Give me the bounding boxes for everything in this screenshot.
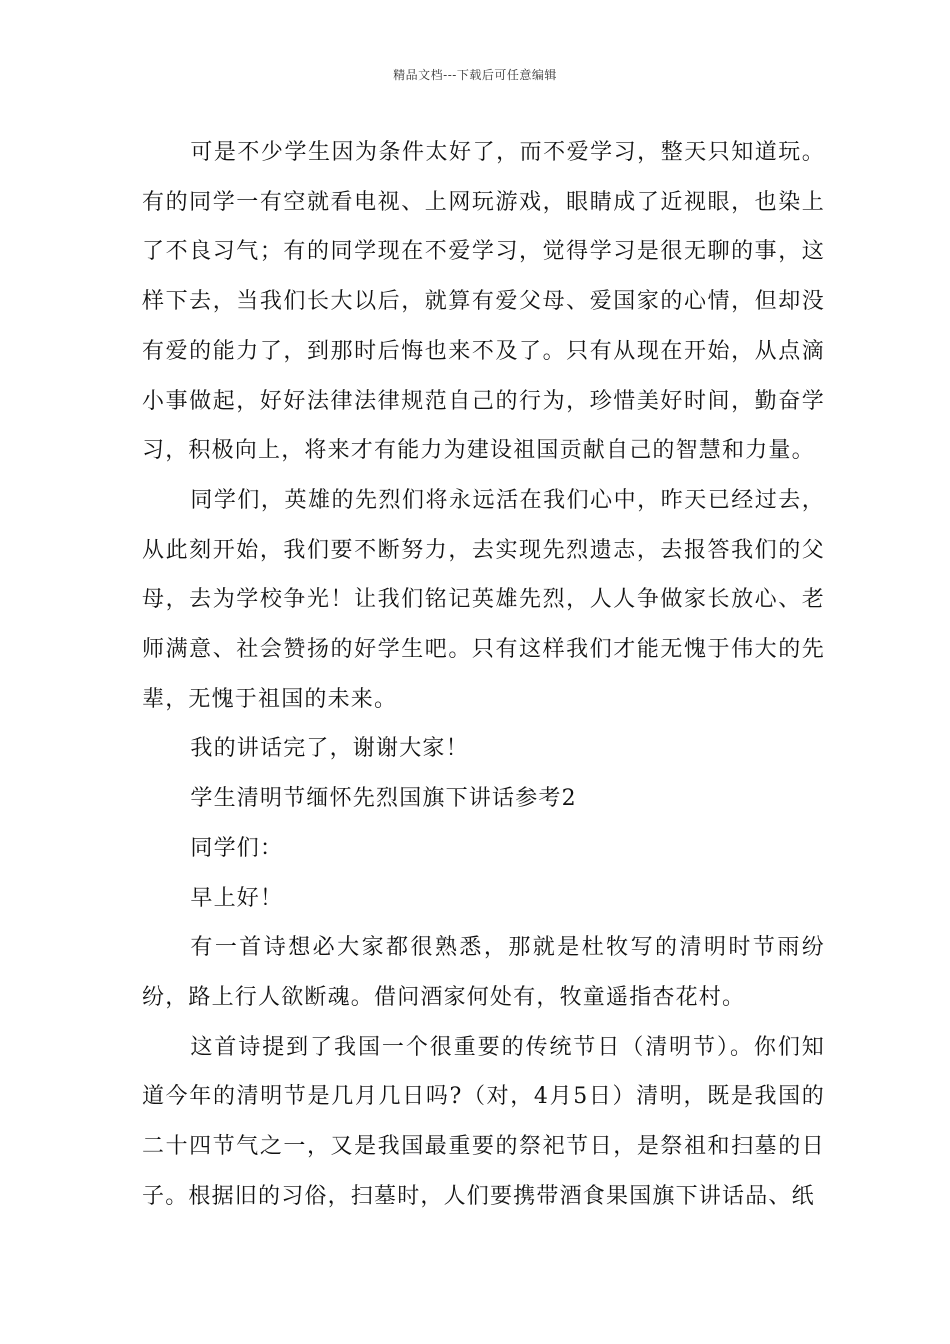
section-title: 学生清明节缅怀先烈国旗下讲话参考2: [190, 786, 577, 812]
paragraph: 我的讲话完了，谢谢大家！: [190, 736, 469, 762]
paragraph: 这首诗提到了我国一个很重要的传统节日（清明节）。你们知道今年的清明节是几月几日吗?（对，4月5日）清明，既是我国的二十四节气之一，又是我国最重要的祭祀节日，是祭祖和扫墓的日子。根据旧的习俗，扫墓时，人们要携带酒食果国旗下讲话品、纸: [142, 1034, 825, 1209]
document-body: [142, 128, 825, 1221]
paragraph: 同学们，英雄的先烈们将永远活在我们心中，昨天已经过去，从此刻开始，我们要不断努力，去实现先烈遗志，去报答我们的父母，去为学校争光！让我们铭记英雄先烈，人人争做家长放心、老师满意、社会赞扬的好学生吧。只有这样我们才能无愧于伟大的先辈，无愧于祖国的未来。: [142, 487, 825, 712]
paragraph: 可是不少学生因为条件太好了，而不爱学习，整天只知道玩。有的同学一有空就看电视、上网玩游戏，眼睛成了近视眼，也染上了不良习气；有的同学现在不爱学习，觉得学习是很无聊的事，这样下去，当我们长大以后，就算有爱父母、爱国家的心情，但却没有爱的能力了，到那时后悔也来不及了。只有从现在开始，从点滴小事做起，好好法律法律规范自己的行为，珍惜美好时间，勤奋学习，积极向上，将来才有能力为建设祖国贡献自己的智慧和力量。: [142, 140, 825, 464]
paragraph: 有一首诗想必大家都很熟悉，那就是杜牧写的清明时节雨纷纷，路上行人欲断魂。借问酒家何处有，牧童遥指杏花村。: [142, 935, 825, 1010]
salutation: 同学们：: [190, 835, 284, 861]
page-header: 精品文档---下载后可任意编辑: [393, 68, 557, 82]
greeting: 早上好！: [190, 885, 284, 911]
